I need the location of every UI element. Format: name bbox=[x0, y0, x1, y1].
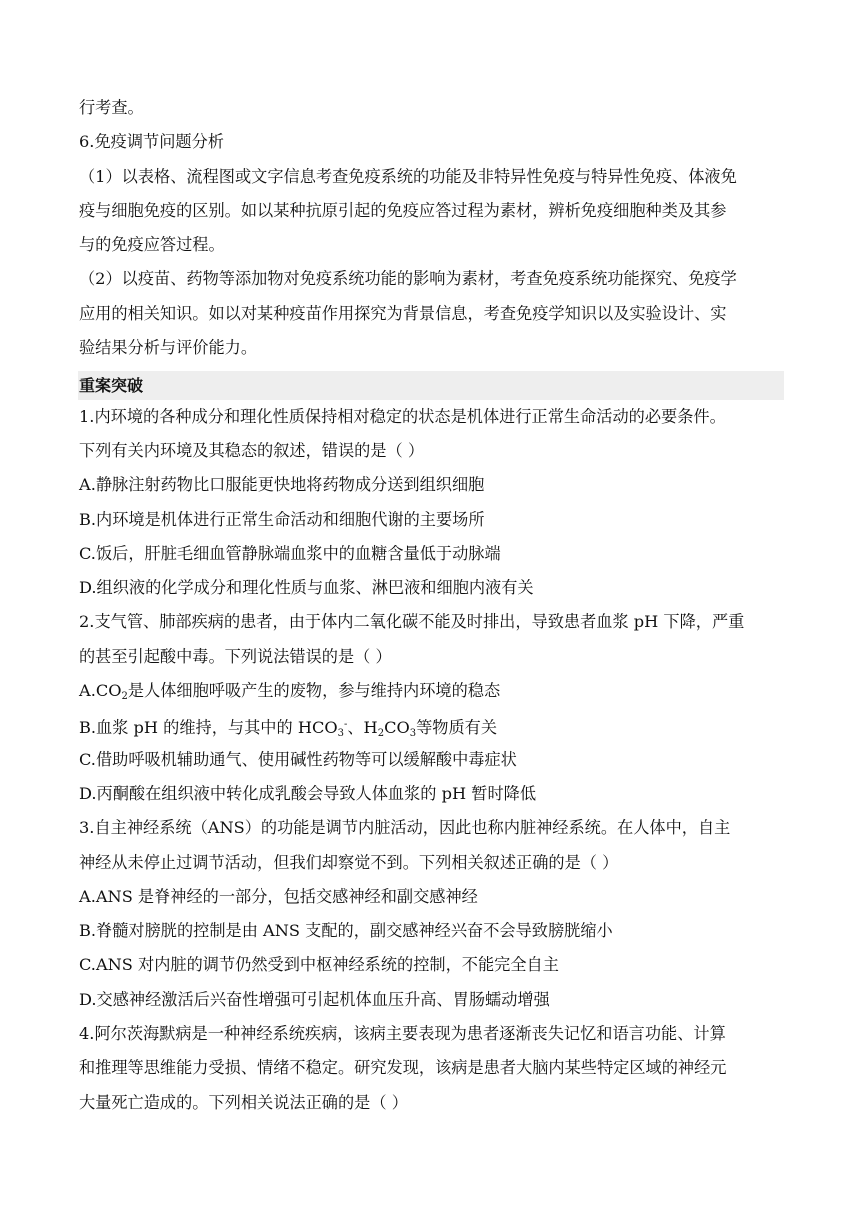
question-3-stem: 3.自主神经系统（ANS）的功能是调节内脏活动，因此也称内脏神经系统。在人体中，自主 bbox=[79, 818, 731, 838]
option-b-text: 、H bbox=[347, 718, 378, 738]
subscript: 2 bbox=[121, 691, 128, 703]
question-1-option-b: B.内环境是机体进行正常生命活动和细胞代谢的主要场所 bbox=[79, 509, 485, 529]
subscript: 3 bbox=[409, 728, 417, 740]
question-2-stem: 2.支气管、肺部疾病的患者，由于体内二氧化碳不能及时排出，导致患者血浆 pH 下降，严重 bbox=[79, 612, 745, 632]
text-line: （2）以疫苗、药物等添加物对免疫系统功能的影响为素材，考查免疫系统功能探究、免疫学 bbox=[79, 269, 737, 289]
question-3-option-d: D.交感神经激活后兴奋性增强可引起机体血压升高、胃肠蠕动增强 bbox=[79, 989, 550, 1009]
question-2-option-d: D.丙酮酸在组织液中转化成乳酸会导致人体血浆的 pH 暂时降低 bbox=[79, 783, 537, 803]
text-line: 疫与细胞免疫的区别。如以某种抗原引起的免疫应答过程为素材，辨析免疫细胞种类及其参 bbox=[79, 200, 727, 220]
question-1-option-d: D.组织液的化学成分和理化性质与血浆、淋巴液和细胞内液有关 bbox=[79, 578, 534, 598]
document-body bbox=[79, 99, 784, 1111]
text-line: 行考查。 bbox=[79, 98, 144, 117]
question-2-option-b bbox=[79, 716, 784, 740]
option-a-text: A.CO bbox=[79, 681, 122, 701]
section-spacer bbox=[79, 373, 784, 390]
question-3-option-a: A.ANS 是脊神经的一部分，包括交感神经和副交感神经 bbox=[79, 886, 478, 906]
text-line: 应用的相关知识。如以对某种疫苗作用探究为背景信息，考查免疫学知识以及实验设计、实 bbox=[79, 303, 727, 323]
text-line: 验结果分析与评价能力。 bbox=[79, 338, 258, 358]
question-3-option-b: B.脊髓对膀胱的控制是由 ANS 支配的，副交感神经兴奋不会导致膀胱缩小 bbox=[79, 921, 613, 941]
option-a-text: 是人体细胞呼吸产生的废物，参与维持内环境的稳态 bbox=[127, 681, 501, 701]
question-4-stem: 和推理等思维能力受损、情绪不稳定。研究发现，该病是患者大脑内某些特定区域的神经元 bbox=[79, 1058, 727, 1078]
text-line: （1）以表格、流程图或文字信息考查免疫系统的功能及非特异性免疫与特异性免疫、体液免 bbox=[79, 166, 737, 186]
text-line: 与的免疫应答过程。 bbox=[79, 235, 225, 255]
subscript: 2 bbox=[377, 728, 385, 740]
section-title: 重案突破 bbox=[79, 376, 144, 395]
option-b-text: CO bbox=[384, 718, 410, 738]
question-2-option-c: C.借助呼吸机辅助通气、使用碱性药物等可以缓解酸中毒症状 bbox=[79, 749, 517, 769]
option-b-text: 等物质有关 bbox=[416, 718, 498, 738]
subsection-heading: 6.免疫调节问题分析 bbox=[79, 132, 224, 152]
question-1-option-a: A.静脉注射药物比口服能更快地将药物成分送到组织细胞 bbox=[79, 475, 485, 495]
question-2-stem: 的甚至引起酸中毒。下列说法错误的是（ ） bbox=[79, 646, 392, 666]
question-4-stem: 4.阿尔茨海默病是一种神经系统疾病，该病主要表现为患者逐渐丧失记忆和语言功能、计算 bbox=[79, 1024, 726, 1044]
question-3-stem: 神经从未停止过调节活动，但我们却察觉不到。下列相关叙述正确的是（ ） bbox=[79, 852, 619, 872]
superscript: - bbox=[343, 719, 348, 731]
option-b-text: B.血浆 pH 的维持，与其中的 HCO bbox=[79, 718, 338, 738]
question-2-option-a bbox=[79, 681, 784, 703]
question-3-option-c: C.ANS 对内脏的调节仍然受到中枢神经系统的控制，不能完全自主 bbox=[79, 955, 559, 975]
subscript: 3 bbox=[337, 728, 344, 740]
question-1-stem: 下列有关内环境及其稳态的叙述，错误的是（ ） bbox=[79, 440, 425, 460]
question-1-stem: 1.内环境的各种成分和理化性质保持相对稳定的状态是机体进行正常生命活动的必要条件。 bbox=[79, 406, 726, 426]
question-1-option-c: C.饭后，肝脏毛细血管静脉端血浆中的血糖含量低于动脉端 bbox=[79, 543, 501, 563]
question-4-stem: 大量死亡造成的。下列相关说法正确的是（ ） bbox=[79, 1092, 408, 1112]
